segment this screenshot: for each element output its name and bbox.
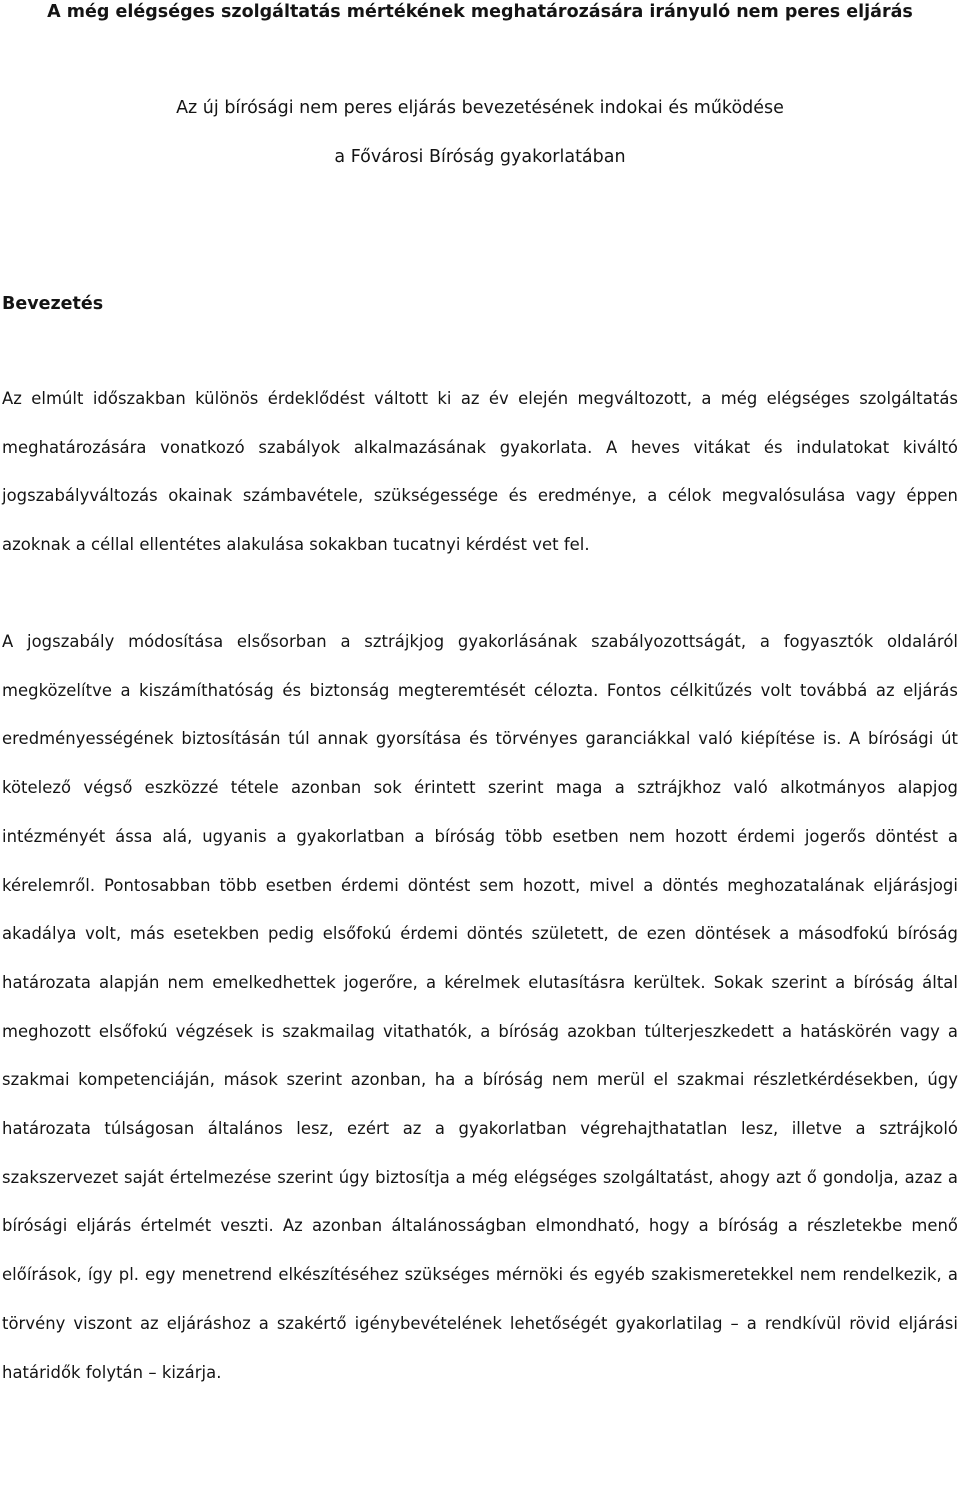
body-paragraph: Az elmúlt időszakban különös érdeklődést váltott ki az év elején megváltozott, a még elégséges szolgáltatás meghatározására vonatkozó szabályok alkalmazásának gyakorlata. A heves vitákat és indulatokat kiváltó jogszabályváltozás okainak számbavétele, szükségessége és eredménye, a célok megvalósulása vagy éppen azoknak a céllal ellentétes alakulása sokakban tucatnyi kérdést vet fel. <box>2 389 958 555</box>
document-subtitle-line-2: a Fővárosi Bíróság gyakorlatában <box>334 147 626 167</box>
document-subtitle-line-1: Az új bírósági nem peres eljárás bevezetésének indokai és működése <box>176 98 784 118</box>
section-heading: Bevezetés <box>2 294 104 314</box>
document-title: A még elégséges szolgáltatás mértékének meghatározására irányuló nem peres eljárás <box>47 2 913 22</box>
body-paragraph: A jogszabály módosítása elsősorban a sztrájkjog gyakorlásának szabályozottságát, a fogyasztók oldaláról megközelítve a kiszámíthatóság és biztonság megteremtését célozta. Fontos célkitűzés volt továbbá az eljárás eredményességének biztosításán túl annak gyorsítása és törvényes garanciákkal való kiépítése is. A bírósági út kötelező végső eszközzé tétele azonban sok érintett szerint maga a sztrájkhoz való alkotmányos alapjog intézményét ássa alá, ugyanis a gyakorlatban a bíróság több esetben nem hozott érdemi jogerős döntést a kérelemről. Pontosabban több esetben érdemi döntést sem hozott, mivel a döntés meghozatalának eljárásjogi akadálya volt, más esetekben pedig elsőfokú érdemi döntés született, de ezen döntések a másodfokú bíróság határozata alapján nem emelkedhettek jogerőre, a kérelmek elutasításra kerültek. Sokak szerint a bíróság által meghozott elsőfokú végzések is szakmailag vitathatók, a bíróság azokban túlterjeszkedett a hatáskörén vagy a szakmai kompetenciáján, mások szerint azonban, ha a bíróság nem merül el szakmai részletkérdésekben, úgy határozata túlságosan általános lesz, ezért az a gyakorlatban végrehajthatatlan lesz, illetve a sztrájkoló szakszervezet saját értelmezése szerint úgy biztosítja a még elégséges szolgáltatást, ahogy azt ő gondolja, azaz a bírósági eljárás értelmét veszti. Az azonban általánosságban elmondható, hogy a bíróság a részletekbe menő előírások, így pl. egy menetrend elkészítéséhez szükséges mérnöki és egyéb szakismeretekkel nem rendelkezik, a törvény viszont az eljáráshoz a szakértő igénybevételének lehetőségét gyakorlatilag – a rendkívül rövid eljárási határidők folytán – kizárja. <box>2 632 958 1382</box>
